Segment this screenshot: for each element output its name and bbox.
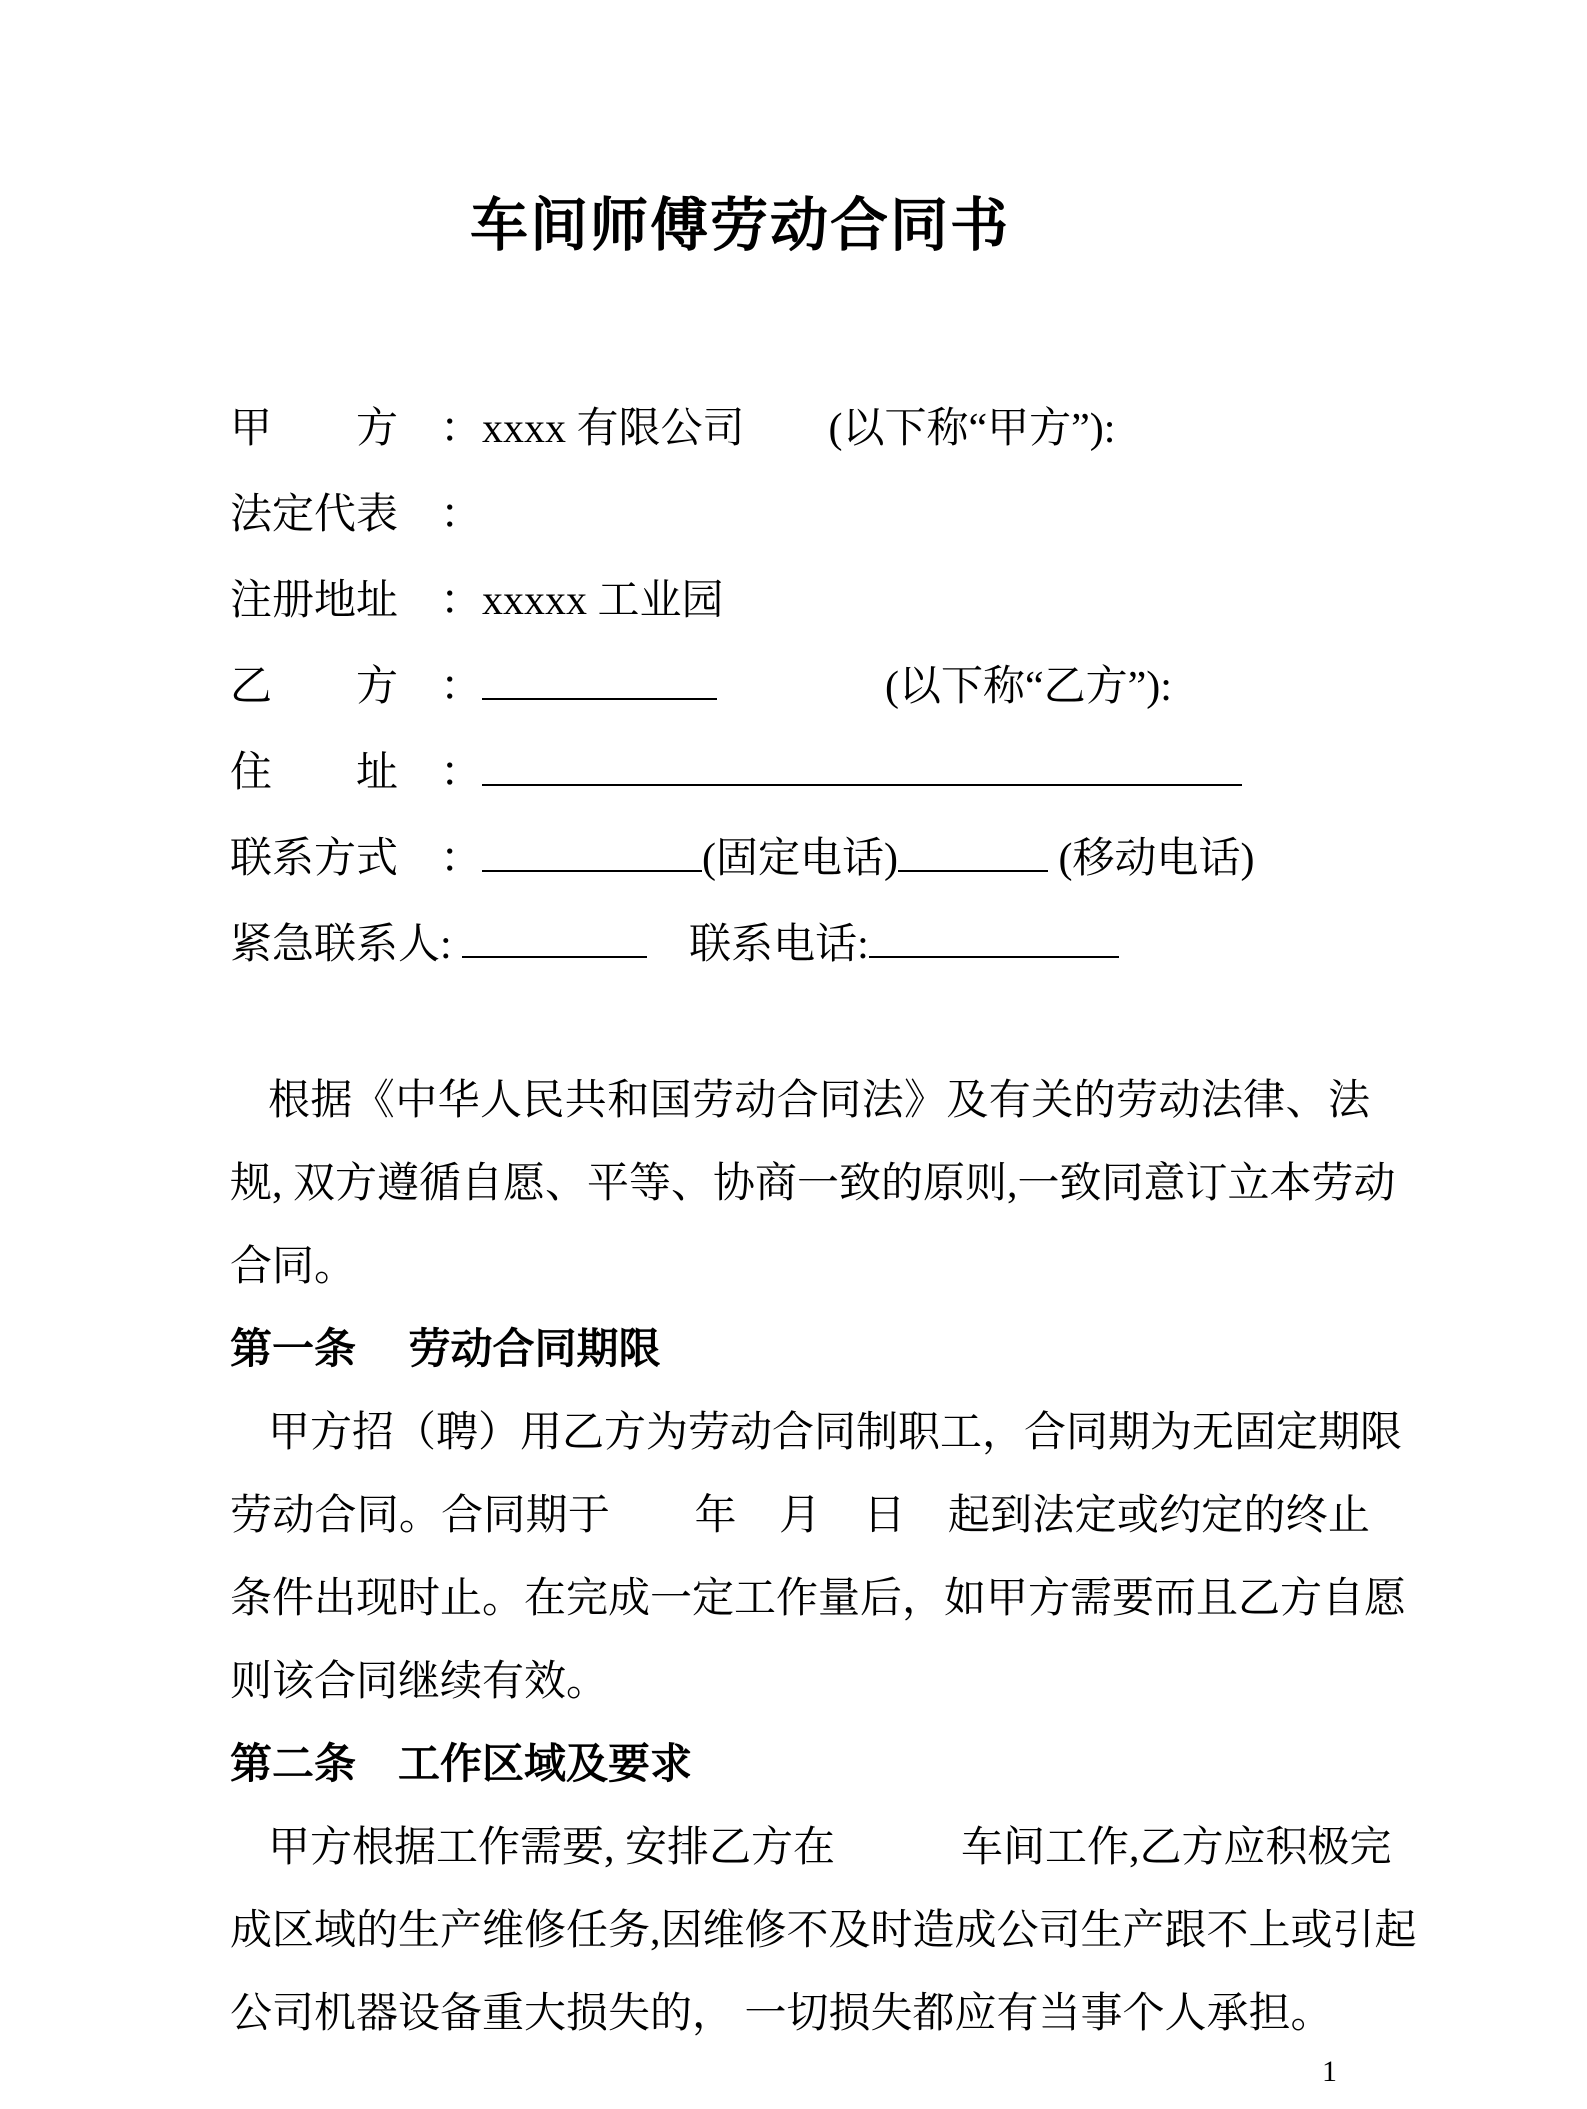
party-text: 联系方式 ： (230, 836, 483, 882)
body-line: 甲方招（聘）用乙方为劳动合同制职工，合同期为无固定期限 (268, 1410, 1403, 1456)
blank-underline (869, 946, 1119, 958)
party-line (230, 472, 1375, 558)
body-line: 条件出现时止。在完成一定工作量后，如甲方需要而且乙方自愿 (230, 1576, 1407, 1622)
party-text: 住 址 ： (230, 750, 483, 796)
party-text: 注册地址 ：xxxxx 工业园 (230, 578, 724, 624)
blank-underline (482, 688, 717, 700)
party-line (230, 386, 1375, 472)
party-text: 乙 方 ： (230, 664, 483, 710)
party-text: (以下称“乙方”): (717, 664, 1172, 710)
party-text: (移动电话) (1048, 836, 1255, 882)
party-line (230, 730, 1375, 816)
page-number: 1 (1322, 2055, 1337, 2088)
party-line (230, 644, 1375, 730)
party-line (230, 816, 1375, 902)
party-line (230, 558, 1375, 644)
party-line (230, 902, 1375, 988)
blank-underline (898, 860, 1048, 872)
party-text: 法定代表 ： (230, 492, 483, 538)
party-text: 紧急联系人: (230, 922, 463, 968)
body-line: 根据《中华人民共和国劳动合同法》及有关的劳动法律、法 (268, 1078, 1370, 1124)
body-line: 成区域的生产维修任务,因维修不及时造成公司生产跟不上或引起 (230, 1908, 1417, 1954)
party-text: (固定电话) (702, 836, 898, 882)
blank-underline (482, 774, 1242, 786)
body-line: 合同。 (230, 1244, 357, 1290)
blank-underline (462, 946, 647, 958)
body-line: 则该合同继续有效。 (230, 1659, 609, 1705)
body-line: 甲方根据工作需要, 安排乙方在 车间工作,乙方应积极完 (268, 1825, 1392, 1871)
party-info-section (230, 386, 1375, 988)
blank-underline (482, 860, 702, 872)
party-text: 甲 方 ：xxxx 有限公司 (以下称“甲方”): (230, 406, 1116, 452)
document-title: 车间师傅劳动合同书 (469, 193, 1010, 258)
party-text: 联系电话: (647, 922, 869, 968)
body-line: 劳动合同。合同期于 年 月 日 起到法定或约定的终止 (230, 1493, 1370, 1539)
section-heading: 第二条 工作区域及要求 (230, 1742, 693, 1788)
body-line: 公司机器设备重大损失的， 一切损失都应有当事个人承担。 (230, 1991, 1333, 2037)
body-line: 规, 双方遵循自愿、平等、协商一致的原则,一致同意订立本劳动 (230, 1161, 1396, 1207)
contract-body-section (230, 1060, 1417, 2056)
section-heading: 第一条 劳动合同期限 (230, 1327, 661, 1373)
